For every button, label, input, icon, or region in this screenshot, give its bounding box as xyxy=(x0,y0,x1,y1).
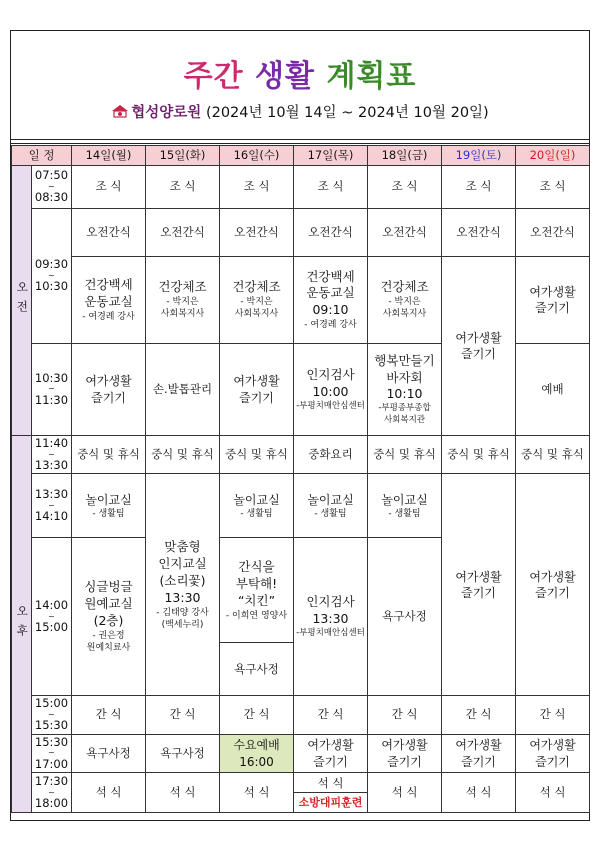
breakfast-cell: 조 식 xyxy=(368,166,442,209)
activity-cell-fri: 건강체조 - 박지은 사회복지사 xyxy=(368,257,442,344)
lunch-cell: 중식 및 휴식 xyxy=(442,436,516,474)
dinner-label: 석 식 xyxy=(294,773,367,793)
activity-cell-sat: 여가생활 즐기기 xyxy=(442,474,516,696)
activity-cell-wed: 여가생활 즐기기 xyxy=(220,344,294,436)
header-row xyxy=(12,146,590,166)
title-word-3: 계획표 xyxy=(326,59,417,94)
title-word-1: 주간 xyxy=(183,59,244,94)
activity-cell-fri: 욕구사정 xyxy=(368,538,442,696)
dinner-cell: 석 식 xyxy=(516,773,590,813)
snack-cell: 간 식 xyxy=(368,696,442,734)
activity-cell-sat: 여가생활 즐기기 xyxy=(442,734,516,772)
time-slot: 13:30 ~ 14:10 xyxy=(32,474,72,538)
activity-cell-mon: 놀이교실 - 생활팀 xyxy=(72,474,146,538)
activity-cell-tue: 손.발톱관리 xyxy=(146,344,220,436)
dinner-cell: 석 식 xyxy=(442,773,516,813)
activity-cell-tue: 욕구사정 xyxy=(146,734,220,772)
time-slot: 14:00 ~ 15:00 xyxy=(32,538,72,696)
day-header-mon: 14일(월) xyxy=(72,146,146,166)
day-header-sun: 20일(일) xyxy=(516,146,590,166)
activity-cell-wed: 놀이교실 - 생활팀 xyxy=(220,474,294,538)
lunch-cell: 중식 및 휴식 xyxy=(72,436,146,474)
activity-cell-mon: 욕구사정 xyxy=(72,734,146,772)
needs-assessment-cell: 욕구사정 xyxy=(234,661,279,676)
breakfast-cell: 조 식 xyxy=(516,166,590,209)
activity-cell-wed: 건강체조 - 박지은 사회복지사 xyxy=(220,257,294,344)
breakfast-cell: 조 식 xyxy=(442,166,516,209)
day-header-wed: 16일(수) xyxy=(220,146,294,166)
morning-snack-cell: 오전간식 xyxy=(368,209,442,257)
period-pm xyxy=(12,436,32,813)
snack-cell: 간 식 xyxy=(72,696,146,734)
breakfast-cell: 조 식 xyxy=(294,166,368,209)
lunch-cell: 중식 및 휴식 xyxy=(146,436,220,474)
time-slot: 11:40 ~ 13:30 xyxy=(32,436,72,474)
time-slot: 17:30 ~ 18:00 xyxy=(32,773,72,813)
period-am-label: 오전 xyxy=(15,281,30,320)
snack-cell: 간 식 xyxy=(516,696,590,734)
date-range: (2024년 10월 14일 ~ 2024년 10월 20일) xyxy=(205,105,489,121)
schedule-header: 일 정 xyxy=(12,146,72,166)
snack-cell: 간 식 xyxy=(294,696,368,734)
breakfast-cell: 조 식 xyxy=(146,166,220,209)
time-slot: 15:30 ~ 17:00 xyxy=(32,734,72,772)
time-slot: 15:00 ~ 15:30 xyxy=(32,696,72,734)
activity-cell-mon: 싱글벙글 원예교실 (2층) - 권은정 원예치료사 xyxy=(72,538,146,696)
page-title xyxy=(11,51,589,95)
activity-cell-sun: 여가생활 즐기기 xyxy=(516,734,590,772)
morning-snack-cell: 오전간식 xyxy=(72,209,146,257)
period-pm-label: 오후 xyxy=(15,604,30,644)
time-slot: 10:30 ~ 11:30 xyxy=(32,344,72,436)
weekly-schedule-table xyxy=(11,145,590,813)
title-area xyxy=(11,31,589,140)
activity-cell-wed: 간식을 부탁해! “치킨” - 이희연 영양사 욕구사정 xyxy=(220,538,294,696)
activity-cell-mon: 건강백세 운동교실 - 여경례 강사 xyxy=(72,257,146,344)
title-word-2: 생활 xyxy=(255,59,315,94)
breakfast-cell: 조 식 xyxy=(72,166,146,209)
activity-cell-sat: 여가생활 즐기기 xyxy=(442,257,516,436)
table-row xyxy=(12,436,590,474)
activity-cell-sun: 여가생활 즐기기 xyxy=(516,257,590,344)
time-slot: 09:30 ~ 10:30 xyxy=(32,209,72,344)
dinner-cell: 석 식 xyxy=(220,773,294,813)
activity-cell-thu: 놀이교실 - 생활팀 xyxy=(294,474,368,538)
table-row xyxy=(12,696,590,734)
subtitle xyxy=(11,101,589,122)
morning-snack-cell: 오전간식 xyxy=(442,209,516,257)
lunch-cell: 중식 및 휴식 xyxy=(220,436,294,474)
activity-cell-tue: 맞춤형 인지교실 (소리꽃) 13:30 - 김태양 강사 (백세누리) xyxy=(146,474,220,696)
dinner-cell-thu xyxy=(294,773,368,813)
table-row xyxy=(12,773,590,813)
day-header-thu: 17일(목) xyxy=(294,146,368,166)
day-header-fri: 18일(금) xyxy=(368,146,442,166)
activity-cell-fri: 놀이교실 - 생활팀 xyxy=(368,474,442,538)
table-row xyxy=(12,474,590,538)
day-header-sat: 19일(토) xyxy=(442,146,516,166)
activity-cell-sun: 예배 xyxy=(516,344,590,436)
morning-snack-cell: 오전간식 xyxy=(516,209,590,257)
activity-cell-sun: 여가생활 즐기기 xyxy=(516,474,590,696)
activity-cell-thu: 인지검사 13:30 -부평치매안심센터 xyxy=(294,538,368,696)
organization-name: 협성양로원 xyxy=(131,105,202,121)
activity-cell-thu: 건강백세 운동교실 09:10 - 여경례 강사 xyxy=(294,257,368,344)
activity-cell-thu: 인지검사 10:00 -부평치매안심센터 xyxy=(294,344,368,436)
morning-snack-cell: 오전간식 xyxy=(220,209,294,257)
table-row xyxy=(12,257,590,344)
table-row xyxy=(12,209,590,257)
day-header-tue: 15일(화) xyxy=(146,146,220,166)
lunch-cell: 중식 및 휴식 xyxy=(368,436,442,474)
table-row xyxy=(12,734,590,772)
dinner-cell: 석 식 xyxy=(146,773,220,813)
morning-snack-cell: 오전간식 xyxy=(146,209,220,257)
activity-cell-fri: 여가생활 즐기기 xyxy=(368,734,442,772)
fire-drill-label: 소방대피훈련 xyxy=(298,796,363,810)
lunch-cell: 중화요리 xyxy=(294,436,368,474)
activity-cell-wed: 수요예배 16:00 xyxy=(220,734,294,772)
breakfast-cell: 조 식 xyxy=(220,166,294,209)
snack-cell: 간 식 xyxy=(220,696,294,734)
dinner-cell: 석 식 xyxy=(72,773,146,813)
activity-cell-tue: 건강체조 - 박지은 사회복지사 xyxy=(146,257,220,344)
snack-cell: 간 식 xyxy=(442,696,516,734)
activity-cell-fri: 행복만들기 바자회 10:10 -부평종부종합 사회복지관 xyxy=(368,344,442,436)
dinner-cell: 석 식 xyxy=(368,773,442,813)
period-am xyxy=(12,166,32,436)
activity-cell-thu: 여가생활 즐기기 xyxy=(294,734,368,772)
time-slot: 07:50 ~ 08:30 xyxy=(32,166,72,209)
organization-logo-icon xyxy=(111,104,129,118)
snack-cell: 간 식 xyxy=(146,696,220,734)
lunch-cell: 중식 및 휴식 xyxy=(516,436,590,474)
table-row xyxy=(12,166,590,209)
activity-cell-mon: 여가생활 즐기기 xyxy=(72,344,146,436)
morning-snack-cell: 오전간식 xyxy=(294,209,368,257)
